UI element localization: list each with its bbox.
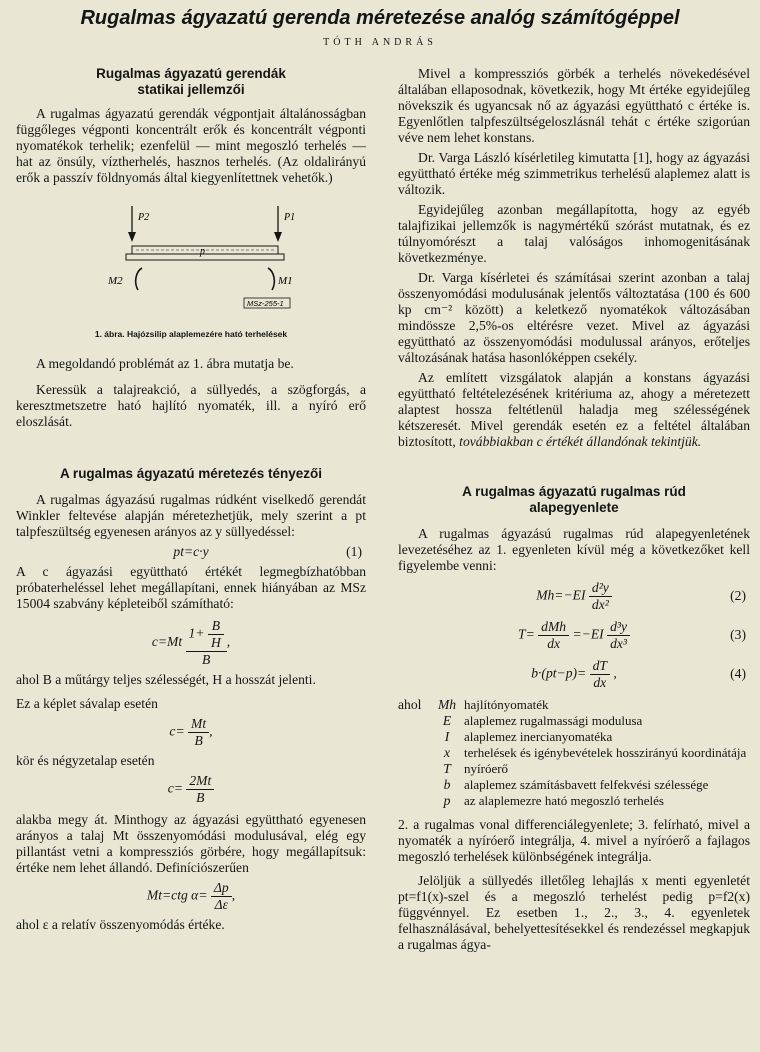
legend-description: alaplemez rugalmassági modulusa — [464, 713, 643, 728]
numerator: Mt — [188, 716, 209, 733]
heading-line-1: Rugalmas ágyazatú gerendák — [96, 66, 286, 81]
numerator: B — [208, 618, 224, 635]
label-m1: M1 — [278, 275, 293, 287]
fraction — [538, 619, 569, 652]
equation-body: pt=c·y — [173, 544, 209, 559]
section-heading-tenyezoi: A rugalmas ágyazatú méretezés tényezői — [59, 466, 323, 481]
fraction — [211, 880, 232, 913]
arrowhead-p1 — [274, 232, 282, 242]
legend-symbol: T — [443, 761, 451, 776]
author: TÓTH ANDRÁS — [323, 37, 437, 48]
heading-line-2: statikai jellemzői — [137, 82, 245, 97]
numerator: dMh — [538, 619, 569, 636]
equation-number: (3) — [730, 627, 746, 642]
paragraph: alakba megy át. Minthogy az ágyazási együttható egyenesen arányos a talaj Mt összenyomódási modulusával, elég egy pillantást vetni a kompressziós görbére, hogy megállapítsuk: értéke nem lehet állandó. Definíciószerűen — [16, 812, 366, 875]
legend-symbol: Mh — [437, 697, 457, 712]
legend-description: az alaplemezre ható megoszló terhelés — [464, 793, 664, 808]
paragraph: kör és négyzetalap esetén — [16, 753, 155, 768]
equation-lhs: c=Mt — [151, 634, 183, 650]
fraction — [186, 618, 227, 668]
inner-fraction — [208, 618, 224, 651]
paragraph: A rugalmas ágyazású rugalmas rúd alapegyenletének levezetéséhez az 1. egyenleten kívül még a következőket kell figyelembe venni: — [398, 526, 750, 573]
denominator: dx — [547, 636, 561, 651]
paragraph — [398, 370, 750, 450]
legend-symbol: p — [443, 793, 451, 808]
equation-number: (2) — [730, 588, 746, 603]
moment-arc-m1 — [268, 268, 274, 290]
heading-line-2: alapegyenlete — [529, 500, 619, 515]
paragraph: Mivel a kompressziós görbék a terhelés növekedésével általában ellaposodnak, következik, hogy Mt értéke egyidejűleg növekszik és ugyancsak nő az ágyazási együttható c értéke is. Egyenlőtlen talpfeszültségeloszlásnál tehát c értéke szigorúan véve nem lehet konstans. — [398, 66, 750, 145]
text-run: Az említett vizsgálatok alapján a konstans ágyazási együttható feltételezésének kritériuma az, ahogy a méretezett alaptest hossza feltétlenül haladja meg szélességének kétszeresét. Mivel gerendák esetén ez a feltétel általában biztosított, — [398, 370, 750, 449]
denominator: B — [194, 733, 203, 748]
denominator: H — [210, 635, 221, 650]
label-p1: P1 — [284, 212, 296, 223]
equation-3 — [398, 619, 750, 652]
paragraph: Egyidejűleg azonban megállapította, hogy az egyéb talajfizikai jellemzők is nagymértékű szórást mutatnak, és ez túlnyomórészt a talaj valóságos inhomogenitásának következménye. — [398, 202, 750, 265]
article-title: Rugalmas ágyazatú gerenda méretezése analóg számítógéppel — [80, 7, 680, 29]
legend-symbol: x — [443, 745, 451, 760]
fraction — [607, 619, 630, 652]
stamp-text: MSz-255-1 — [247, 299, 284, 308]
equation-number: (1) — [346, 544, 362, 559]
denominator: dx² — [591, 597, 609, 612]
fraction — [589, 580, 612, 613]
paragraph: A c ágyazási együttható értékét legmegbízhatóbban próbaterheléssel lehet megállapítani, ennek hiányában az MSz 15004 szabvány képleteiből számítható: — [16, 564, 366, 611]
denominator: B — [202, 652, 211, 667]
italic-run: továbbiakban c értékét állandónak tekintjük. — [459, 434, 702, 449]
denominator: Δε — [214, 897, 228, 912]
equation-number: (4) — [730, 666, 746, 681]
beam-bottom — [126, 254, 284, 260]
paragraph: A megoldandó problémát az 1. ábra mutatja be. — [36, 356, 294, 371]
load-diagram — [16, 198, 366, 318]
symbol-legend — [398, 697, 750, 809]
num-prefix: 1+ — [188, 625, 205, 641]
equation-lhs: c= — [169, 723, 185, 739]
fraction — [590, 658, 610, 691]
denominator: dx — [593, 675, 607, 690]
paragraph: A rugalmas ágyazatú gerendák végpontjait általánosságban függőleges végponti koncentrált erők és koncentrált végponti nyomatékok terhelik; ezenfelül — mint megoszló terhelés — hat az önsúly, víztherhelés, hasznos terhelés. (Az oldalirányú erők a passzív földnyomás által kiegyenlítettnek vehetők.) — [16, 106, 366, 185]
paragraph: ahol B a műtárgy teljes szélességét, H a hosszát jelenti. — [16, 672, 316, 687]
legend-description: alaplemez inercianyomatéka — [464, 729, 613, 744]
paragraph: Dr. Varga kísérletei és számításai szerint azonban a talaj összenyomódási modulusának jelentős változtatása (100 és 600 kp cm⁻² között) a keletkező nyomatékok változásában mindössze 2,5%-os eltérésre vezet. Mivel az ágyazási együttható az összenyomódási modulussal arányos, erőteljes változásának hatása hasonlóképpen csekély. — [398, 270, 750, 365]
label-m2: M2 — [108, 275, 123, 287]
equation-kor — [16, 773, 366, 806]
paragraph: ahol ε a relatív összenyomódás értéke. — [16, 917, 225, 932]
equation-lhs: c= — [167, 780, 183, 796]
paragraph: 2. a rugalmas vonal differenciálegyenlete; 3. felírható, mivel a nyomaték a nyíróerő integrálja, 4. mivel a nyíróerő a fajlagos megoszló terhelések különbségének integrálja. — [398, 817, 750, 864]
paragraph: Keressük a talajreakció, a süllyedés, a szögforgás, a keresztmetszetre ható hajlító nyomaték, ill. a nyíró erő eloszlását. — [16, 382, 366, 429]
paragraph: A rugalmas ágyazású rugalmas rúdként viselkedő gerendát Winkler feltevése alapján méretezhetjük, mely szerint a pt talpfeszültség egyenesen arányos az y süllyedéssel: — [16, 492, 366, 539]
denominator: dx³ — [610, 636, 627, 651]
equation-c-mt: c=Mt 1+ $\frac{B}{H}$ B , — [151, 618, 231, 667]
numerator: d³y — [607, 619, 630, 636]
legend-description: terhelések és igénybevételek hosszirányú koordinátája — [464, 745, 747, 760]
numerator: dT — [590, 658, 610, 675]
fraction — [188, 716, 209, 749]
legend-description: nyíróerő — [464, 761, 509, 776]
legend-description: hajlítónyomaték — [464, 697, 549, 712]
equation-2 — [398, 580, 750, 613]
label-p-distributed: p — [200, 246, 205, 257]
label-p2: P2 — [138, 212, 150, 223]
numerator: Δp — [211, 880, 232, 897]
equation-lhs: Mt=ctg α= — [146, 887, 208, 903]
section-heading-statikai — [16, 66, 366, 98]
paragraph: Jelöljük a süllyedés illetőleg lehajlás x menti egyenletét pt=f1(x)-szel és a megoszló terhelést pedig p=f2(x) függvénnyel. Ez esetben 1., 2., 3., 4. egyenletek felhasználásával, behelyettesítésekkel és rendezéssel megkapjuk a rugalmas ágya- — [398, 873, 750, 952]
legend-symbol: I — [444, 729, 450, 744]
arrowhead-p2 — [128, 232, 136, 242]
numerator — [186, 618, 227, 652]
equation-mid: =−EI — [572, 626, 604, 642]
right-column — [398, 60, 750, 953]
equation-mt: Mt=ctg α= $\frac{\Delta p}{\Delta\varepsilon}$ , — [146, 880, 236, 912]
paragraph: Ez a képlet sávalap esetén — [16, 696, 158, 711]
legend-symbol: E — [442, 713, 452, 728]
equation-1 — [16, 544, 366, 560]
figure-1 — [16, 198, 366, 348]
equation-savalap: c= $\frac{Mt}{B}$ , — [169, 716, 213, 748]
section-heading-alapegyenlet — [398, 484, 750, 516]
equation-tail: , — [613, 665, 617, 681]
fraction — [186, 773, 214, 806]
figure-caption: 1. ábra. Hajózsilip alaplemezére ható terhelések — [94, 329, 288, 339]
equation-lhs: Mh=−EI — [536, 587, 586, 603]
heading-line-1: A rugalmas ágyazatú rugalmas rúd — [462, 484, 686, 499]
legend-description: alaplemez számításbavett felfekvési szélessége — [464, 777, 709, 792]
left-column — [16, 60, 366, 933]
paragraph: Dr. Varga László kísérletileg kimutatta [1], hogy az ágyazási együttható értéke még szimmetrikus terhelésű alaplemez alatt is változik. — [398, 150, 750, 197]
numerator: d²y — [589, 580, 612, 597]
legend-symbol: b — [443, 777, 451, 792]
equation-lhs: b·(pt−p)= — [531, 665, 587, 681]
numerator: 2Mt — [186, 773, 214, 790]
equation-lhs: T= — [518, 626, 535, 642]
denominator: B — [196, 790, 205, 805]
equation-4 — [398, 658, 750, 691]
legend-intro: ahol — [398, 697, 422, 712]
moment-arc-m2 — [136, 268, 142, 290]
